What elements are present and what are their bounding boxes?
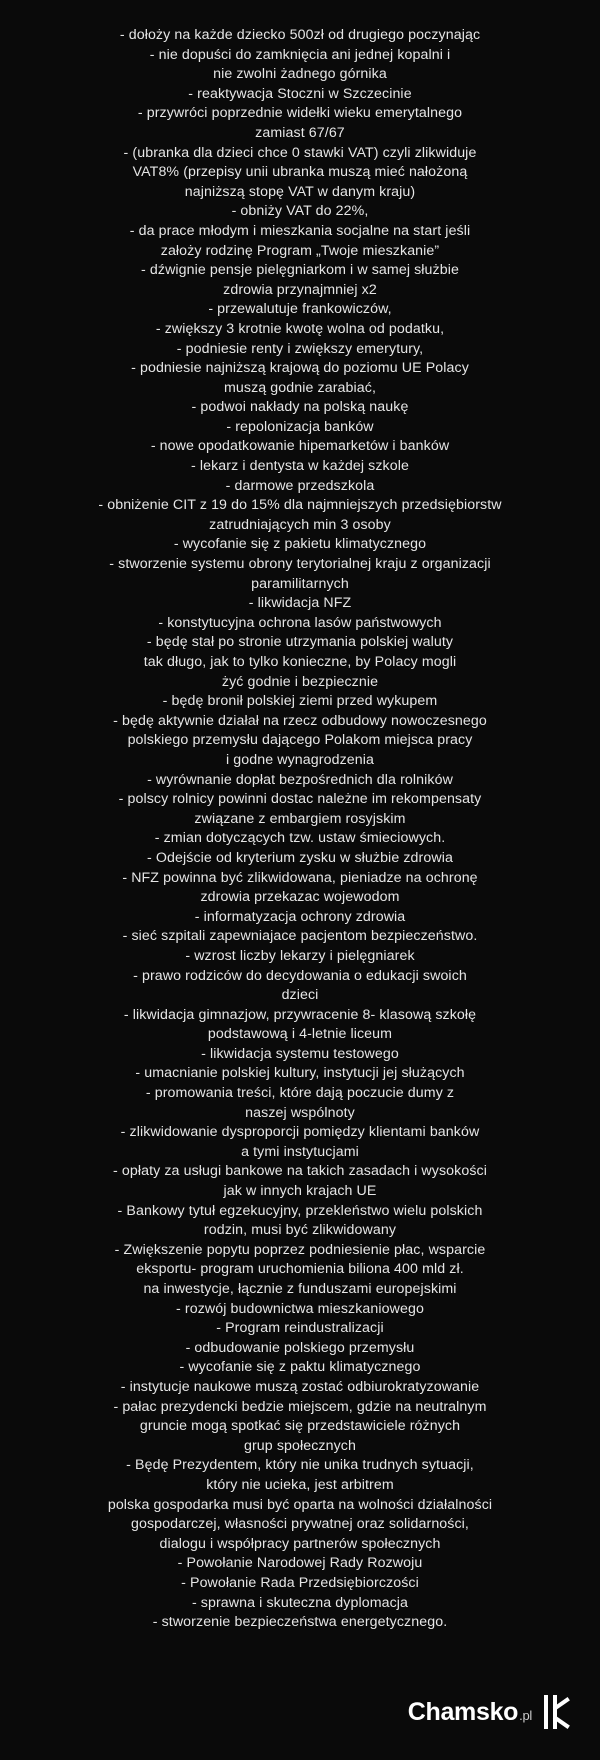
document-line: naszej wspólnoty	[245, 1104, 355, 1121]
document-line: - zlikwidowanie dysproporcji pomiędzy klientami banków	[120, 1124, 480, 1141]
document-line: - obniżenie CIT z 19 do 15% dla najmniejszych przedsiębiorstw	[98, 497, 502, 514]
document-line: zamiast 67/67	[255, 124, 345, 141]
document-line: paramilitarnych	[251, 575, 349, 592]
brand-logo	[408, 1695, 572, 1729]
document-line: - nie dopuści do zamknięcia ani jednej kopalni i	[149, 46, 451, 63]
footer	[10, 1674, 590, 1760]
document-line: jak w innych krajach UE	[223, 1183, 377, 1200]
document-line: muszą godnie zarabiać,	[223, 379, 377, 396]
document-line: - podwoi nakłady na polską naukę	[191, 399, 409, 416]
document-line: i godne wynagrodzenia	[225, 751, 375, 768]
document-line: - reaktywacja Stoczni w Szczecinie	[188, 85, 412, 102]
document-line: - repolonizacja banków	[226, 418, 374, 435]
document-line: - będę aktywnie działał na rzecz odbudowy nowoczesnego	[113, 712, 487, 729]
document-line: nie zwolni żadnego górnika	[213, 66, 387, 83]
document-line: VAT8% (przepisy unii ubranka muszą mieć nałożoną	[132, 164, 468, 181]
document-line: - likwidacja systemu testowego	[201, 1045, 399, 1062]
document-line: - informatyzacja ochrony zdrowia	[194, 908, 406, 925]
document-line: - NFZ powinna być zlikwidowana, pieniadze na ochronę	[122, 869, 478, 886]
document-line: - dźwignie pensje pielęgniarkom i w samej służbie	[141, 262, 459, 279]
document-line: - stworzenie bezpieczeństwa energetycznego.	[152, 1614, 448, 1631]
document-line: - obniży VAT do 22%,	[231, 203, 369, 220]
document-line: - sieć szpitali zapewniajace pacjentom bezpieczeństwo.	[122, 928, 478, 945]
document-line: - wyrównanie dopłat bezpośrednich dla rolników	[147, 771, 453, 788]
brand-name-text: Chamsko	[407, 1697, 519, 1726]
document-line: najniższą stopę VAT w danym kraju)	[184, 183, 416, 200]
document-line: - (ubranka dla dzieci chce 0 stawki VAT) czyli zlikwiduje	[123, 144, 477, 161]
document-line: - będę bronił polskiej ziemi przed wykupem	[162, 693, 438, 710]
document-line: gruncie mogą spotkać się przedstawiciele różnych	[139, 1418, 461, 1435]
document-line: grup społecznych	[243, 1437, 356, 1454]
document-line: związane z embargiem rosyjskim	[194, 810, 406, 827]
document-line: - zmian dotyczących tzw. ustaw śmieciowych.	[154, 830, 446, 847]
document-line: - darmowe przedszkola	[225, 477, 375, 494]
document-line: - Bankowy tytuł egzekucyjny, przekleństwo wielu polskich	[117, 1202, 483, 1219]
document-line: - opłaty za usługi bankowe na takich zasadach i wysokości	[113, 1163, 487, 1180]
document-line: - przewalutuje frankowiczów,	[208, 301, 392, 318]
document-line: zdrowia przynajmniej x2	[223, 281, 377, 298]
document-line: - Program reindustralizacji	[216, 1320, 384, 1337]
document-line: który nie ucieka, jest arbitrem	[206, 1476, 394, 1493]
document-line: założy rodzinę Program „Twoje mieszkanie”	[160, 242, 440, 259]
document-line: - da prace młodym i mieszkania socjalne na start jeśli	[129, 222, 471, 239]
document-line: zdrowia przekazac wojewodom	[200, 889, 400, 906]
document-line: - Powołanie Rada Przedsiębiorczości	[181, 1574, 419, 1591]
document-line: - rozwój budownictwa mieszkaniowego	[176, 1300, 424, 1317]
document-line: - dołoży na każde dziecko 500zł od drugiego poczynając	[119, 27, 481, 43]
document-line: - instytucje naukowe muszą zostać odbiurokratyzowanie	[120, 1378, 480, 1395]
document-line: - Powołanie Narodowej Rady Rozwoju	[177, 1555, 423, 1572]
document-line: - pałac prezydencki bedzie miejscem, gdzie na neutralnym	[113, 1398, 487, 1415]
document-line: a tymi instytucjami	[241, 1143, 359, 1160]
document-line: - wycofanie się z pakietu klimatycznego	[173, 536, 427, 553]
document-line: - stworzenie systemu obrony terytorialnej kraju z organizacji	[109, 556, 491, 573]
document-line: dzieci	[281, 987, 319, 1004]
document-line: zatrudniających min 3 osoby	[209, 516, 391, 533]
document-line: - podniesie najniższą krajową do poziomu UE Polacy	[131, 360, 469, 377]
document-line: żyć godnie i bezpiecznie	[221, 673, 379, 690]
document-line: polska gospodarka musi być oparta na wolności działalności	[107, 1496, 493, 1513]
document-line: - odbudowanie polskiego przemysłu	[185, 1339, 415, 1356]
document-line: - sprawna i skuteczna dyplomacja	[191, 1594, 409, 1611]
brand-name	[408, 1698, 532, 1727]
document-line: polskiego przemysłu dającego Polakom miejsca pracy	[127, 732, 473, 749]
document-line: rodzin, musi być zlikwidowany	[203, 1222, 397, 1239]
brand-tld: .pl	[519, 1707, 532, 1723]
document-line: - wzrost liczby lekarzy i pielęgniarek	[185, 947, 415, 964]
brand-mark-icon	[542, 1695, 572, 1729]
document-line: - likwidacja NFZ	[248, 595, 352, 612]
document-line: - Odejście od kryterium zysku w służbie zdrowia	[147, 849, 453, 866]
document-line: - umacnianie polskiej kultury, instytucji jej służących	[135, 1065, 465, 1082]
document-line: - likwidacja gimnazjow, przywracenie 8- klasową szkołę	[123, 1006, 477, 1023]
document-line: - polscy rolnicy powinni dostac należne im rekompensaty	[118, 791, 482, 808]
document-line: - będę stał po stronie utrzymania polskiej waluty	[146, 634, 454, 651]
document-line: - nowe opodatkowanie hipemarketów i banków	[150, 438, 450, 455]
document-body	[10, 26, 590, 1674]
document-line: gospodarczej, własności prywatnej oraz solidarności,	[131, 1516, 469, 1533]
document-line: - podniesie renty i zwiększy emerytury,	[176, 340, 424, 357]
document-line: dialogu i współpracy partnerów społecznych	[159, 1535, 441, 1552]
document-line: eksportu- program uruchomienia biliona 400 mld zł.	[136, 1261, 464, 1278]
document-line: - konstytucyjna ochrona lasów państwowych	[158, 614, 442, 631]
document-line: podstawową i 4-letnie liceum	[207, 1026, 393, 1043]
document-line: - prawo rodziców do decydowania o edukacji swoich	[133, 967, 467, 984]
document-line: tak długo, jak to tylko konieczne, by Polacy mogli	[143, 654, 457, 670]
document-line: - zwiększy 3 krotnie kwotę wolna od podatku,	[155, 320, 445, 337]
document-line: - przywróci poprzednie widełki wieku emerytalnego	[137, 105, 463, 122]
document-line: - lekarz i dentysta w każdej szkole	[191, 458, 409, 475]
document-line: - promowania treści, które dają poczucie dumy z	[145, 1085, 455, 1102]
document-line: - Będę Prezydentem, który nie unika trudnych sytuacji,	[126, 1457, 474, 1474]
document-line: - Zwiększenie popytu poprzez podniesienie płac, wsparcie	[114, 1241, 486, 1258]
document-line: na inwestycje, łącznie z funduszami europejskimi	[143, 1281, 457, 1297]
document-line: - wycofanie się z paktu klimatycznego	[179, 1359, 421, 1376]
